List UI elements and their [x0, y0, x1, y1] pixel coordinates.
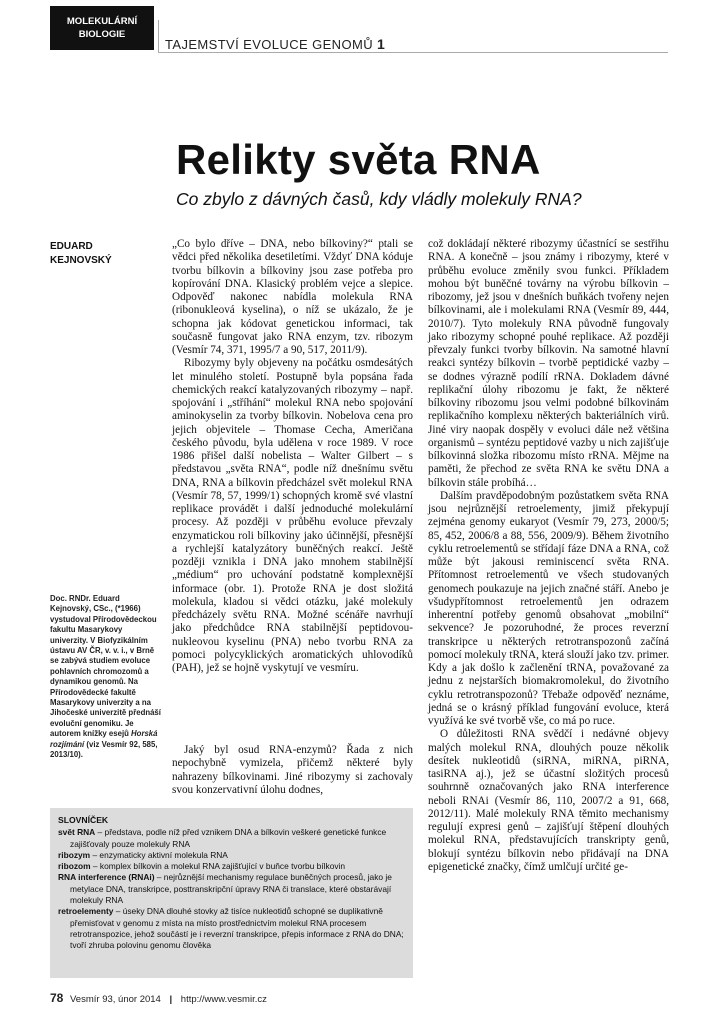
- issue-info: Vesmír 93, únor 2014: [70, 994, 161, 1005]
- footer-separator: |: [169, 994, 173, 1005]
- series-name: TAJEMSTVÍ EVOLUCE GENOMŮ: [165, 37, 373, 52]
- section-tag-line1: MOLEKULÁRNÍ: [66, 16, 138, 27]
- glossary-definition: – úseky DNA dlouhé stovky až tisíce nukleotidů schopné se duplikativně přemisťovat v genomu z místa na místo prostřednictvím molekul RNA procesem retrotranspozice, jehož součástí je i reverzní transkripce, přepis informace z RNA do DNA; tvoří zhruba polovinu genomu člověka: [70, 906, 404, 951]
- author-bio-text: Doc. RNDr. Eduard Kejnovský, CSc., (*1966) vystudoval Přírodovědeckou fakultu Masarykovy univerzity. V Biofyzikálním ústavu AV ČR, v. v. i., v Brně se zabývá studiem evoluce pohlavních chromozomů a dynamikou genomů. Na Přírodovědecké fakultě Masarykovy univerzity a na Jihočeské univerzitě přednáší evoluční genomiku. Je autorem knížky esejů: [50, 594, 161, 739]
- section-tag: [50, 6, 154, 50]
- paragraph: O důležitosti RNA svědčí i nedávné objevy malých molekul RNA, dlouhých pouze několik desítek nukleotidů (siRNA, miRNA, piRNA, tasiRNA aj.), jež se účastní složitých procesů souhrnně označovaných jako RNA interference neboli RNAi (Vesmír 86, 110, 2007/2 a 91, 668, 2012/11). Malé molekuly RNA těmito mechanismy regulují expresi genů – zajišťují štěpení dlouhých molekul RNA, představujících transkripty genů, blokují syntézu bílkovin nebo přidávají na DNA epigenetické značky, čímž umlčují určité ge-: [428, 728, 669, 873]
- glossary-definition: – nejrůznější mechanismy regulace buněčných procesů, jako je metylace DNA, transkripce, posttranskripční úpravy RNA či translace, které obstarávají molekuly RNA: [70, 872, 392, 906]
- column-2: [428, 238, 669, 874]
- column-1: [172, 238, 413, 675]
- glossary-item: [58, 850, 408, 861]
- glossary: [58, 815, 408, 952]
- column-1-bottom: [172, 744, 413, 797]
- glossary-term: svět RNA: [58, 827, 96, 838]
- author-last-name: KEJNOVSKÝ: [50, 255, 112, 266]
- paragraph: Jaký byl osud RNA-enzymů? Řada z nich nepochybně vymizela, přičemž některé byly nahrazeny bílkovinami. Jiné ribozymy si zachovaly svou konzervativní úlohu dodnes,: [172, 744, 413, 796]
- glossary-item: [58, 872, 408, 906]
- glossary-term: ribozym: [58, 849, 91, 860]
- header-divider: [158, 52, 668, 53]
- page-number: 78: [50, 991, 64, 1005]
- glossary-item: [58, 906, 408, 951]
- paragraph: Dalším pravděpodobným pozůstatkem světa RNA jsou nejrůznější retroelementy, jimiž překypují zejména genomy eukaryot (Vesmír 79, 273, 2000/5; 85, 452, 2006/8 a 88, 556, 2009/9). Během životního cyklu retroelementů se střídají fáze DNA a RNA, což může být jakousi reminiscencí světa RNA. Přítomnost retroelementů ve všech studovaných genomech poukazuje na jejich značné stáří. Anebo je všudypřítomnost retroelementů jen odrazem inherentní potřeby genomů obsahovat „mobilní“ sekvence? Je pozoruhodné, že proces reverzní transkripce u některých retrotranspozonů začíná pomocí molekuly tRNA, která slouží jako tzv. primer. Kdy a jak došlo k začlenění tRNA, považované za jednu z nejstarších biomakromolekul, do životního cyklu retrotranspozonů? Třebaže odpověď neznáme, jedná se o krásný příklad fungování evoluce, která využívá ke své tvorbě vše, co má po ruce.: [428, 489, 669, 727]
- page-footer: [50, 991, 267, 1005]
- glossary-definition: – představa, podle níž před vznikem DNA a bílkovin veškeré genetické funkce zajišťovaly pouze molekuly RNA: [70, 827, 387, 849]
- website-link[interactable]: http://www.vesmir.cz: [180, 994, 267, 1005]
- paragraph: Ribozymy byly objeveny na počátku osmdesátých let minulého století. Postupně byla popsána řada chemických reakcí katalyzovaných ribozymy – např. spojování i „stříhání“ molekul RNA nebo spojování aminokyselin za tvorby bílkovin. Nobelova cena pro jejich objevitele – Thomase Cecha, Američana českého původu, byla udělena v roce 1989. V roce 1986 přišel další nobelista – Walter Gilbert – s představou „světa RNA“, podle níž dnešnímu světu DNA, RNA a bílkovin předcházel svět molekul RNA (Vesmír 78, 57, 1999/1) schopných kromě své vlastní replikace provádět i další jednoduché molekulární procesy. Až později v průběhu evoluce převzaly enzymatickou roli bílkoviny jako účinnější, přesnější a rychlejší katalyzátory buněčných reakcí. Ještě později vznikla i DNA jako mnohem stabilnější „médium“ pro uchování podstatně komplexnější informace (obr. 1). Protože RNA je dost složitá molekula, kladou si vědci otázku, jaké molekuly předcházely světu RNA. Možné scénáře navrhují jako předchůdce RNA stabilnější peptidovou-nukleovou kyselinu (PNA) nebo tvorbu RNA za pomoci polycyklických aromatických uhlovodíků (PAH), jež se hojně vyskytují ve vesmíru.: [172, 357, 413, 674]
- glossary-item: [58, 827, 408, 850]
- glossary-term: RNA interference (RNAi): [58, 872, 155, 883]
- glossary-item: [58, 861, 408, 872]
- author-bio-ref: (viz Vesmír 92, 585, 2013/10).: [50, 739, 158, 760]
- author-first-name: EDUARD: [50, 241, 93, 252]
- paragraph: „Co bylo dříve – DNA, nebo bílkoviny?“ ptali se vědci před několika desetiletími. Vždyť DNA kóduje tvorbu bílkovin a bílkoviny jsou zase potřeba pro kopírování DNA. Klasický problém vejce a slepice. Odpověď nakonec nabídla molekula RNA (ribonukleová kyselina), o níž se ukázalo, že je schopna jak kódovat genetickou informaci, tak současně fungovat jako RNA enzym, tzv. ribozym (Vesmír 74, 371, 1995/7 a 90, 517, 2011/9).: [172, 238, 413, 356]
- glossary-term: retroelementy: [58, 906, 114, 917]
- section-tag-line2: BIOLOGIE: [78, 29, 126, 40]
- series-title: [165, 36, 385, 52]
- glossary-heading: SLOVNÍČEK: [58, 815, 109, 825]
- glossary-definition: – enzymaticky aktivní molekula RNA: [90, 849, 228, 860]
- glossary-term: ribozom: [58, 861, 91, 872]
- author-bio: [50, 594, 162, 761]
- glossary-definition: – komplex bílkovin a molekul RNA zajišťující v buňce tvorbu bílkovin: [90, 861, 346, 872]
- author-bio-book: Horská rozjímání: [50, 729, 158, 749]
- paragraph: což dokládají některé ribozymy účastnící se sestřihu RNA. A konečně – jsou známy i ribozymy, které v průběhu evoluce změnily svou funkci. Příkladem mohou být buněčné továrny na výrobu bílkovin – ribozomy, jež jsou v dnešních buňkách tvořeny nejen bílkovinami, ale i molekulami RNA (Vesmír 89, 444, 2010/7). Tyto molekuly RNA původně fungovaly jako ribozymy schopné pouhé replikace. Až později převzaly funkci tvorby bílkovin. Na samotné hlavní reakci syntézy bílkovin – tvorbě peptidické vazby – se dodnes výrazně podílí rRNA. Dokladem dávné replikační úlohy ribozomu je fakt, že některé bílkoviny ribozomu jsou velmi podobné bílkovinám replikačního komplexu některých bakteriálních virů. Jiné viry naopak dospěly v evoluci dále než většina organismů – syntézu peptidové vazby u nich zajišťuje bílkovinná složka ribozomu místo rRNA. Mějme na paměti, že přechod ze světa RNA ke světu DNA a bílkovin stále probíhá…: [428, 238, 670, 489]
- series-number: 1: [377, 36, 386, 52]
- article-subtitle: Co zbylo z dávných časů, kdy vládly molekuly RNA?: [176, 189, 582, 209]
- author-name: [50, 240, 112, 268]
- article-title: Relikty světa RNA: [176, 136, 541, 183]
- header-divider-vertical: [158, 20, 159, 53]
